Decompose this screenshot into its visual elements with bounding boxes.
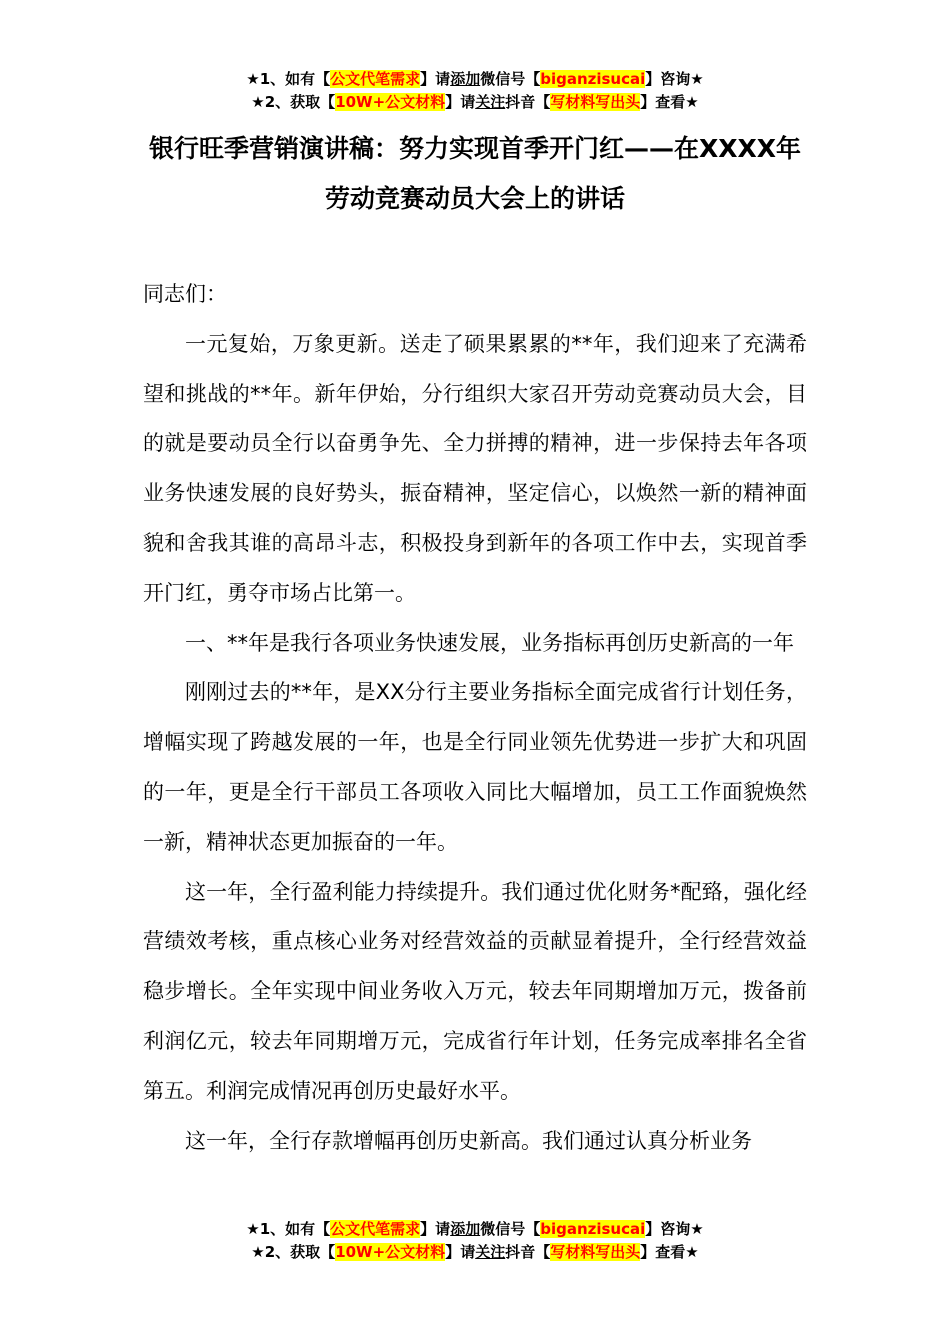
promo-wechat-id: biganzisucai [540, 70, 646, 88]
paragraph: 这一年，全行存款增幅再创历史新高。我们通过认真分析业务 [185, 1128, 752, 1153]
promo-text: 】请 [445, 1243, 476, 1261]
promo-wechat-id: biganzisucai [540, 1220, 646, 1238]
promo-text: 抖音【 [505, 1243, 551, 1261]
section-heading: 一、**年是我行各项业务快速发展，业务指标再创历史新高的一年 [185, 630, 794, 655]
promo-underline: 关注 [475, 93, 506, 111]
promo-line-1 [0, 1218, 950, 1241]
promo-line-2 [0, 1241, 950, 1264]
promo-text: 】咨询★ [645, 70, 704, 88]
promo-text: 】请 [420, 1220, 451, 1238]
promo-highlight: 10W+公文材料 [335, 93, 446, 111]
promo-text: 微信号【 [480, 1220, 541, 1238]
promo-text: ★2、获取【 [251, 93, 336, 111]
paragraph: 刚刚过去的**年，是XX分行主要业务指标全面完成省行计划任务，增幅实现了跨越发展的一年，也是全行同业领先优势进一步扩大和巩固的一年，更是全行干部员工各项收入同比大幅增加，员工工作面貌焕然一新，精神状态更加振奋的一年。 [143, 680, 807, 854]
promo-text: 】查看★ [640, 1243, 699, 1261]
document-title: 银行旺季营销演讲稿：努力实现首季开门红——在XXXX年劳动竞赛动员大会上的讲话 [148, 134, 802, 213]
promo-text: 】咨询★ [645, 1220, 704, 1238]
promo-text: 】请 [445, 93, 476, 111]
salutation: 同志们： [143, 282, 227, 306]
promo-highlight: 公文代笔需求 [330, 1220, 421, 1238]
promo-text: ★2、获取【 [251, 1243, 336, 1261]
promo-douyin-id: 写材料写出头 [550, 93, 641, 111]
paragraph: 一元复始，万象更新。送走了硕果累累的**年，我们迎来了充满希望和挑战的**年。新年伊始，分行组织大家召开劳动竞赛动员大会，目的就是要动员全行以奋勇争先、全力拼搏的精神，进一步保持去年各项业务快速发展的良好势头，振奋精神，坚定信心，以焕然一新的精神面貌和舍我其谁的高昂斗志，积极投身到新年的各项工作中去，实现首季开门红，勇夺市场占比第一。 [143, 331, 807, 605]
promo-line-2 [0, 91, 950, 114]
paragraph: 这一年，全行盈利能力持续提升。我们通过优化财务*配臵，强化经营绩效考核，重点核心业务对经营效益的贡献显着提升，全行经营效益稳步增长。全年实现中间业务收入万元，较去年同期增加万元，拨备前利润亿元，较去年同期增万元，完成省行年计划，任务完成率排名全省第五。利润完成情况再创历史最好水平。 [143, 879, 807, 1103]
document-body [143, 270, 807, 1166]
header-promo-banner [0, 68, 950, 114]
promo-underline: 添加 [450, 1220, 481, 1238]
promo-underline: 关注 [475, 1243, 506, 1261]
promo-text: ★1、如有【 [246, 1220, 331, 1238]
promo-text: ★1、如有【 [246, 70, 331, 88]
promo-highlight: 10W+公文材料 [335, 1243, 446, 1261]
promo-text: 】查看★ [640, 93, 699, 111]
promo-line-1 [0, 68, 950, 91]
promo-text: 】请 [420, 70, 451, 88]
promo-underline: 添加 [450, 70, 481, 88]
promo-douyin-id: 写材料写出头 [550, 1243, 641, 1261]
footer-promo-banner [0, 1218, 950, 1264]
promo-highlight: 公文代笔需求 [330, 70, 421, 88]
promo-text: 微信号【 [480, 70, 541, 88]
promo-text: 抖音【 [505, 93, 551, 111]
